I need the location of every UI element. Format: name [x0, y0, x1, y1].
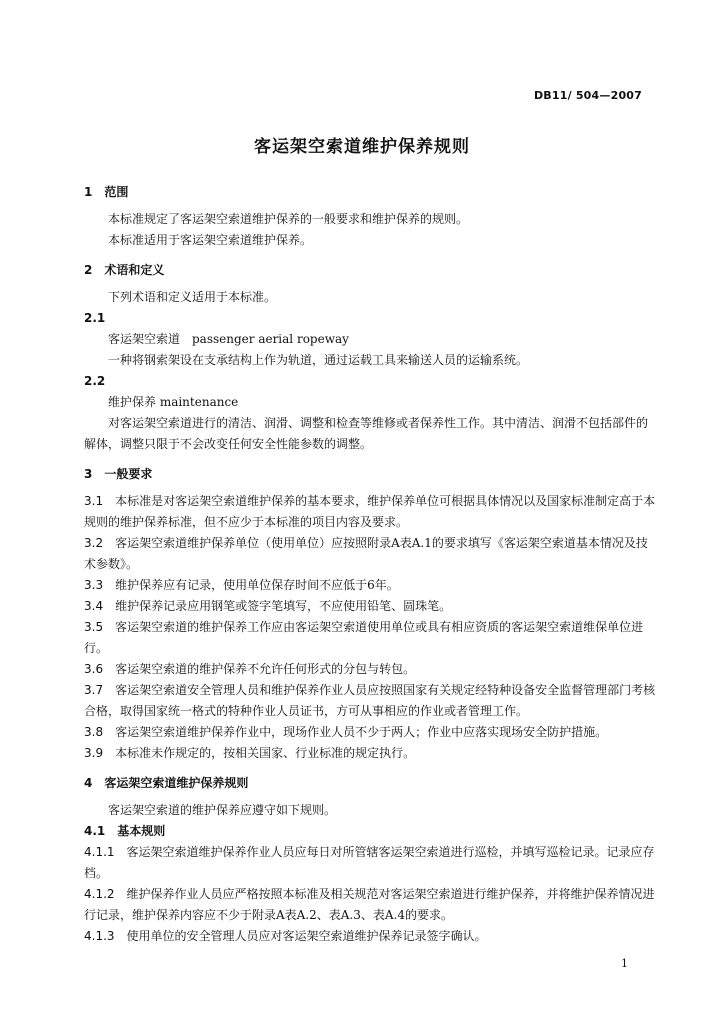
paragraph: 下列术语和定义适用于本标准。 — [108, 290, 277, 304]
clause — [84, 659, 658, 680]
clause-list — [84, 491, 658, 764]
section-title: 客运架空索道维护保养规则 — [104, 776, 249, 790]
section-title: 范围 — [104, 185, 129, 199]
term-number: 2.1 — [84, 311, 106, 325]
subsection-heading — [84, 821, 658, 842]
clause-text: 客运架空索道的维护保养工作应由客运架空索道使用单位或具有相应资质的客运架空索道维保单位进行。 — [84, 620, 644, 655]
clause-text: 客运架空索道维护保养单位（使用单位）应按照附录A表A.1的要求填写《客运架空索道基本情况及技术参数》。 — [84, 536, 648, 571]
section-number: 1 — [84, 185, 93, 199]
section-heading — [84, 773, 658, 794]
section-heading — [84, 260, 658, 281]
clause-text: 客运架空索道的维护保养不允许任何形式的分包与转包。 — [115, 662, 416, 676]
clause — [84, 575, 658, 596]
page-number: 1 — [621, 957, 628, 970]
clause-number: 4.1.3 — [84, 929, 115, 943]
paragraph: 客运架空索道的维护保养应遵守如下规则。 — [108, 803, 337, 817]
section-number: 3 — [84, 467, 93, 481]
subsection-number: 4.1 — [84, 824, 106, 838]
section-2 — [84, 260, 658, 455]
clause — [84, 617, 658, 659]
clause-number: 3.9 — [84, 746, 104, 760]
clause — [84, 722, 658, 743]
section-title: 一般要求 — [104, 467, 153, 481]
clause-text: 本标准是对客运架空索道维护保养的基本要求，维护保养单位可根据具体情况以及国家标准制定高于本规则的维护保养标准，但不应少于本标准的项目内容及要求。 — [84, 494, 656, 529]
document-body — [84, 182, 658, 947]
term-number: 2.2 — [84, 374, 106, 388]
section-number: 4 — [84, 776, 93, 790]
clause-number: 3.3 — [84, 578, 104, 592]
section-3 — [84, 464, 658, 764]
clause-text: 客运架空索道维护保养作业人员应每日对所管辖客运架空索道进行巡检，并填写巡检记录。记录应存档。 — [84, 845, 655, 880]
term-definition: 一种将钢索架设在支承结构上作为轨道，通过运载工具来输送人员的运输系统。 — [108, 353, 529, 367]
clause — [84, 680, 658, 722]
clause-number: 3.2 — [84, 536, 104, 550]
section-4 — [84, 773, 658, 947]
subsection-title: 基本规则 — [117, 824, 166, 838]
clause-text: 维护保养作业人员应严格按照本标准及相关规范对客运架空索道进行维护保养，并将维护保养情况进行记录，维护保养内容应不少于附录A表A.2、表A.3、表A.4的要求。 — [84, 887, 655, 922]
clause — [84, 533, 658, 575]
section-1 — [84, 182, 658, 251]
clause — [84, 926, 658, 947]
clause — [84, 842, 658, 884]
section-number: 2 — [84, 263, 93, 277]
clause — [84, 743, 658, 764]
clause-text: 本标准未作规定的，按相关国家、行业标准的规定执行。 — [115, 746, 416, 760]
clause — [84, 596, 658, 617]
clause-number: 3.6 — [84, 662, 104, 676]
clause-text: 客运架空索道维护保养作业中，现场作业人员不少于两人；作业中应落实现场安全防护措施。 — [115, 725, 608, 739]
clause-number: 4.1.2 — [84, 887, 115, 901]
clause-number: 3.7 — [84, 683, 104, 697]
clause — [84, 491, 658, 533]
section-heading — [84, 464, 658, 485]
paragraph: 本标准适用于客运架空索道维护保养。 — [108, 233, 313, 247]
standard-code: DB11/ 504—2007 — [533, 89, 642, 102]
section-heading — [84, 182, 658, 203]
clause-number: 3.8 — [84, 725, 104, 739]
clause-text: 使用单位的安全管理人员应对客运架空索道维护保养记录签字确认。 — [126, 929, 487, 943]
clause-text: 客运架空索道安全管理人员和维护保养作业人员应按照国家有关规定经特种设备安全监督管理部门考核合格，取得国家统一格式的特种作业人员证书，方可从事相应的作业或者管理工作。 — [84, 683, 656, 718]
clause-number: 4.1.1 — [84, 845, 115, 859]
term-definition: 对客运架空索道进行的清洁、润滑、调整和检查等维修或者保养性工作。其中清洁、润滑不包括部件的解体，调整只限于不会改变任何安全性能参数的调整。 — [84, 416, 649, 451]
clause-text: 维护保养记录应用钢笔或签字笔填写，不应使用铅笔、圆珠笔。 — [115, 599, 452, 613]
document-title: 客运架空索道维护保养规则 — [254, 137, 470, 157]
clause-number: 3.1 — [84, 494, 104, 508]
term-name: 客运架空索道 passenger aerial ropeway — [108, 332, 349, 346]
clause-number: 3.4 — [84, 599, 104, 613]
term-name: 维护保养 maintenance — [108, 395, 239, 409]
clause — [84, 884, 658, 926]
clause-list — [84, 842, 658, 947]
clause-text: 维护保养应有记录，使用单位保存时间不应低于6年。 — [115, 578, 399, 592]
section-title: 术语和定义 — [104, 263, 165, 277]
clause-number: 3.5 — [84, 620, 104, 634]
paragraph: 本标准规定了客运架空索道维护保养的一般要求和维护保养的规则。 — [108, 212, 469, 226]
